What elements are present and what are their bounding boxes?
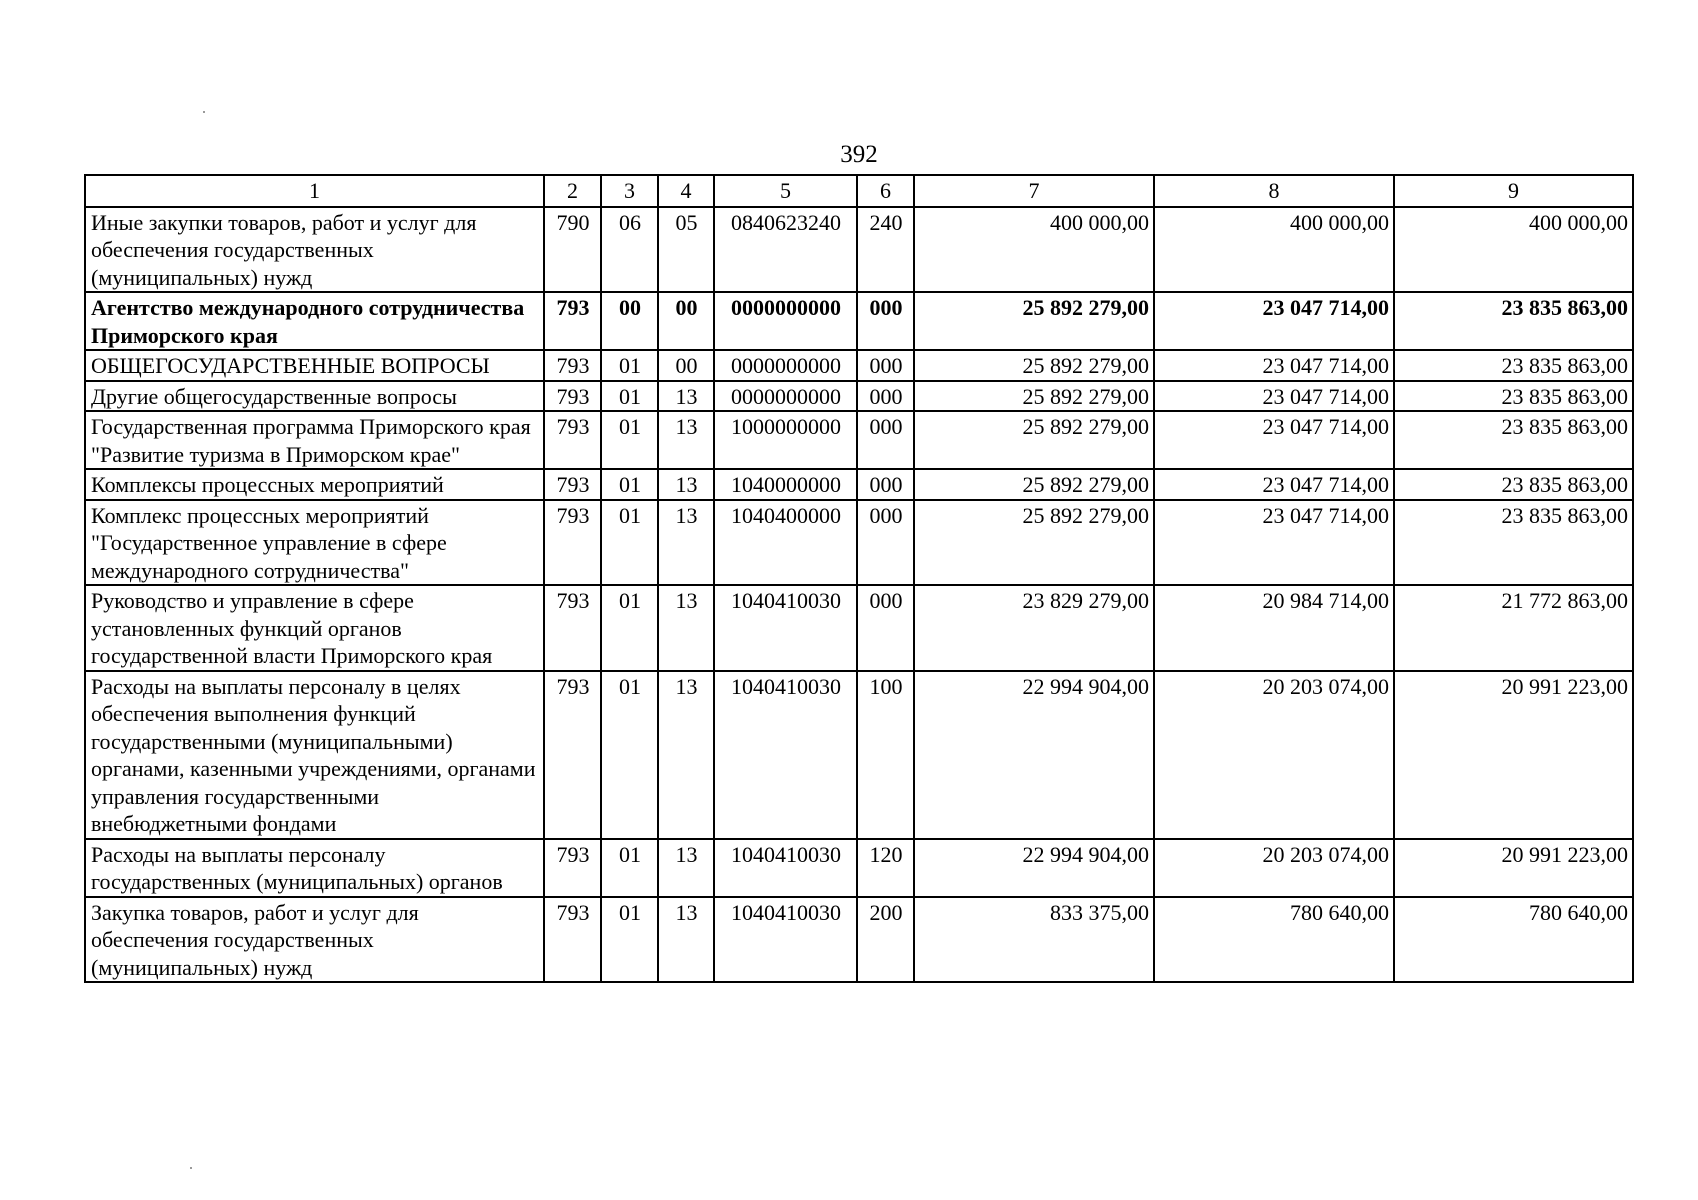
ministry-code-cell: 793 [544, 839, 601, 897]
amount-year-2-cell: 23 047 714,00 [1154, 292, 1394, 350]
amount-year-2-cell: 400 000,00 [1154, 207, 1394, 293]
target-article-code-cell: 0840623240 [714, 207, 857, 293]
column-header: 7 [914, 175, 1154, 207]
page-number: 392 [840, 141, 878, 168]
amount-year-1-cell: 22 994 904,00 [914, 839, 1154, 897]
expense-type-code-cell: 000 [857, 381, 914, 412]
subsection-code-cell: 05 [658, 207, 714, 293]
amount-year-2-cell: 780 640,00 [1154, 897, 1394, 983]
amount-year-2-cell: 20 203 074,00 [1154, 671, 1394, 839]
amount-year-1-cell: 833 375,00 [914, 897, 1154, 983]
subsection-code-cell: 13 [658, 469, 714, 500]
amount-year-1-cell: 25 892 279,00 [914, 381, 1154, 412]
expense-type-code-cell: 000 [857, 469, 914, 500]
section-code-cell: 01 [601, 411, 658, 469]
target-article-code-cell: 1000000000 [714, 411, 857, 469]
expense-type-code-cell: 000 [857, 585, 914, 671]
ministry-code-cell: 793 [544, 585, 601, 671]
table-row [85, 671, 1633, 839]
target-article-code-cell: 1040410030 [714, 585, 857, 671]
ministry-code-cell: 790 [544, 207, 601, 293]
table-row [85, 897, 1633, 983]
section-code-cell: 06 [601, 207, 658, 293]
column-number-header-row [85, 175, 1633, 207]
section-code-cell: 01 [601, 500, 658, 586]
scan-speck [203, 111, 205, 113]
target-article-code-cell: 1040400000 [714, 500, 857, 586]
column-header: 5 [714, 175, 857, 207]
ministry-code-cell: 793 [544, 469, 601, 500]
amount-year-2-cell: 23 047 714,00 [1154, 500, 1394, 586]
amount-year-3-cell: 20 991 223,00 [1394, 671, 1633, 839]
column-header: 8 [1154, 175, 1394, 207]
expense-type-code-cell: 100 [857, 671, 914, 839]
table-row [85, 585, 1633, 671]
subsection-code-cell: 13 [658, 585, 714, 671]
table-row [85, 207, 1633, 293]
ministry-code-cell: 793 [544, 671, 601, 839]
section-code-cell: 01 [601, 585, 658, 671]
amount-year-3-cell: 23 835 863,00 [1394, 381, 1633, 412]
expense-type-code-cell: 000 [857, 411, 914, 469]
section-code-cell: 01 [601, 469, 658, 500]
table-row [85, 469, 1633, 500]
row-name-cell: Государственная программа Приморского края "Развитие туризма в Приморском крае" [85, 411, 544, 469]
amount-year-3-cell: 23 835 863,00 [1394, 500, 1633, 586]
subsection-code-cell: 00 [658, 350, 714, 381]
amount-year-1-cell: 25 892 279,00 [914, 500, 1154, 586]
section-code-cell: 01 [601, 671, 658, 839]
expense-type-code-cell: 000 [857, 292, 914, 350]
amount-year-3-cell: 780 640,00 [1394, 897, 1633, 983]
target-article-code-cell: 0000000000 [714, 350, 857, 381]
ministry-code-cell: 793 [544, 897, 601, 983]
subsection-code-cell: 13 [658, 411, 714, 469]
amount-year-1-cell: 400 000,00 [914, 207, 1154, 293]
target-article-code-cell: 1040410030 [714, 839, 857, 897]
section-code-cell: 00 [601, 292, 658, 350]
budget-table [84, 174, 1634, 983]
expense-type-code-cell: 120 [857, 839, 914, 897]
target-article-code-cell: 0000000000 [714, 381, 857, 412]
section-code-cell: 01 [601, 897, 658, 983]
amount-year-3-cell: 21 772 863,00 [1394, 585, 1633, 671]
column-header: 6 [857, 175, 914, 207]
column-header: 1 [85, 175, 544, 207]
target-article-code-cell: 1040410030 [714, 897, 857, 983]
target-article-code-cell: 1040410030 [714, 671, 857, 839]
table-row [85, 350, 1633, 381]
row-name-cell: Другие общегосударственные вопросы [85, 381, 544, 412]
section-code-cell: 01 [601, 381, 658, 412]
subsection-code-cell: 13 [658, 381, 714, 412]
ministry-code-cell: 793 [544, 411, 601, 469]
subsection-code-cell: 13 [658, 500, 714, 586]
expense-type-code-cell: 000 [857, 350, 914, 381]
amount-year-1-cell: 22 994 904,00 [914, 671, 1154, 839]
amount-year-2-cell: 23 047 714,00 [1154, 411, 1394, 469]
amount-year-2-cell: 20 984 714,00 [1154, 585, 1394, 671]
row-name-cell: Агентство международного сотрудничества Приморского края [85, 292, 544, 350]
amount-year-2-cell: 23 047 714,00 [1154, 381, 1394, 412]
amount-year-2-cell: 20 203 074,00 [1154, 839, 1394, 897]
ministry-code-cell: 793 [544, 500, 601, 586]
amount-year-3-cell: 23 835 863,00 [1394, 411, 1633, 469]
expense-type-code-cell: 240 [857, 207, 914, 293]
table-row [85, 839, 1633, 897]
amount-year-1-cell: 25 892 279,00 [914, 350, 1154, 381]
row-name-cell: Расходы на выплаты персоналу в целях обеспечения выполнения функций государственными (муниципальными) органами, казенными учреждениями, органами управления государственными внебюджетными фондами [85, 671, 544, 839]
table-row [85, 411, 1633, 469]
ministry-code-cell: 793 [544, 292, 601, 350]
scan-speck [190, 1167, 192, 1169]
row-name-cell: Закупка товаров, работ и услуг для обеспечения государственных (муниципальных) нужд [85, 897, 544, 983]
target-article-code-cell: 1040000000 [714, 469, 857, 500]
row-name-cell: Расходы на выплаты персоналу государственных (муниципальных) органов [85, 839, 544, 897]
amount-year-1-cell: 25 892 279,00 [914, 292, 1154, 350]
column-header: 2 [544, 175, 601, 207]
section-code-cell: 01 [601, 839, 658, 897]
amount-year-2-cell: 23 047 714,00 [1154, 350, 1394, 381]
table-row [85, 292, 1633, 350]
target-article-code-cell: 0000000000 [714, 292, 857, 350]
section-code-cell: 01 [601, 350, 658, 381]
ministry-code-cell: 793 [544, 350, 601, 381]
subsection-code-cell: 13 [658, 897, 714, 983]
row-name-cell: Иные закупки товаров, работ и услуг для обеспечения государственных (муниципальных) нужд [85, 207, 544, 293]
column-header: 9 [1394, 175, 1633, 207]
amount-year-3-cell: 400 000,00 [1394, 207, 1633, 293]
ministry-code-cell: 793 [544, 381, 601, 412]
row-name-cell: ОБЩЕГОСУДАРСТВЕННЫЕ ВОПРОСЫ [85, 350, 544, 381]
amount-year-1-cell: 25 892 279,00 [914, 469, 1154, 500]
amount-year-3-cell: 23 835 863,00 [1394, 469, 1633, 500]
column-header: 4 [658, 175, 714, 207]
subsection-code-cell: 13 [658, 839, 714, 897]
table-row [85, 381, 1633, 412]
amount-year-3-cell: 20 991 223,00 [1394, 839, 1633, 897]
subsection-code-cell: 00 [658, 292, 714, 350]
expense-type-code-cell: 000 [857, 500, 914, 586]
amount-year-1-cell: 25 892 279,00 [914, 411, 1154, 469]
table-row [85, 500, 1633, 586]
row-name-cell: Комплекс процессных мероприятий "Государственное управление в сфере международного сотрудничества" [85, 500, 544, 586]
column-header: 3 [601, 175, 658, 207]
row-name-cell: Руководство и управление в сфере установленных функций органов государственной власти Приморского края [85, 585, 544, 671]
row-name-cell: Комплексы процессных мероприятий [85, 469, 544, 500]
expense-type-code-cell: 200 [857, 897, 914, 983]
amount-year-3-cell: 23 835 863,00 [1394, 292, 1633, 350]
subsection-code-cell: 13 [658, 671, 714, 839]
amount-year-3-cell: 23 835 863,00 [1394, 350, 1633, 381]
amount-year-2-cell: 23 047 714,00 [1154, 469, 1394, 500]
amount-year-1-cell: 23 829 279,00 [914, 585, 1154, 671]
